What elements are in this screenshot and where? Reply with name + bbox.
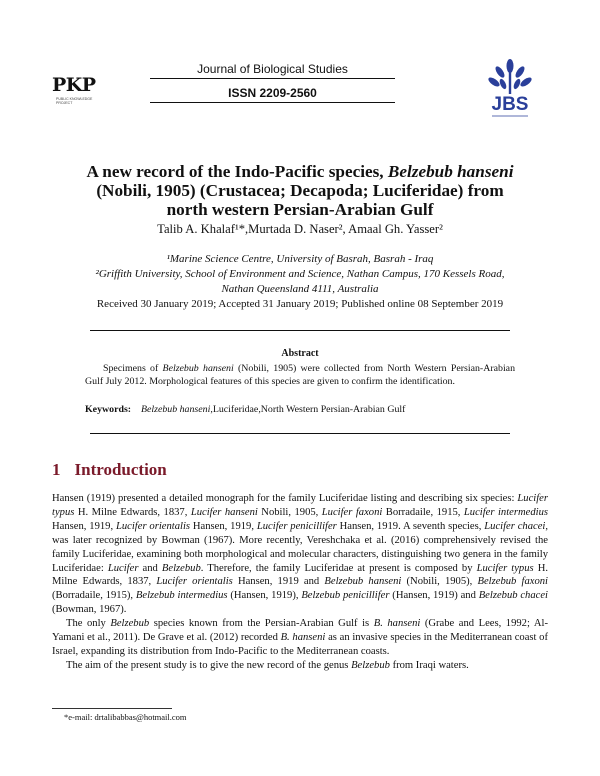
abstract-rule-top (90, 330, 510, 331)
abstract-species: Belzebub hanseni (162, 363, 234, 374)
footnote-rule (52, 708, 172, 709)
plant-icon (470, 58, 550, 128)
title-species: Belzebub hanseni (387, 162, 514, 181)
journal-logo (470, 58, 550, 128)
section-body (52, 492, 548, 673)
section-title: Introduction (74, 460, 167, 479)
footnote-email: *e-mail: drtalibabbas@hotmail.com (64, 712, 187, 722)
title-line-2: (Nobili, 1905) (Crustacea; Decapoda; Luciferidae) from (96, 181, 504, 200)
affiliations (40, 252, 560, 297)
abstract-text-rest: (Nobili, 1905) were collected from North Western Persian-Arabian Gulf July 2012. Morphological features of this species are given to confirm the identification. (85, 363, 516, 387)
paragraph-1: Hansen (1919) presented a detailed monograph for the family Luciferidae listing and describing six species: Lucifer typus H. Milne Edwards, 1837, Lucifer hanseni Nobili, 1905, Lucifer faxoni Borradaile, 1915, Lucifer intermedius Hansen, 1919, Lucifer orientalis Hansen, 1919, Lucifer penicillifer Hansen, 1919. A seventh species, Lucifer chacei, was later recognized by Bowman (1967). More recently, Vereshchaka et al. (2016) comprehensively revised the family Luciferidae, examining both morphological and molecular characters, distinguishing two genera in the family Luciferidae: Lucifer and Belzebub. Therefore, the family Luciferidae at present is composed by Lucifer typus H. Milne Edwards, 1837, Lucifer orientalis Hansen, 1919 and Belzebub hanseni (Nobili, 1905), Belzebub faxoni (Borradaile, 1915), Belzebub intermedius (Hansen, 1919), Belzebub penicillifer (Hansen, 1919) and Belzebub chacei (Bowman, 1967). (52, 493, 549, 616)
title-line-3: north western Persian-Arabian Gulf (166, 200, 434, 219)
keywords-species: Belzebub hanseni (140, 404, 211, 415)
abstract-heading: Abstract (281, 348, 319, 359)
publisher-logo-text: PKP (52, 74, 96, 96)
abstract-text-start: Specimens of (103, 363, 163, 374)
abstract-rule-bottom (90, 433, 510, 434)
abstract-text (85, 362, 515, 388)
paragraph-3: The aim of the present study is to give the new record of the genus Belzebub from Iraqi waters. (66, 659, 469, 671)
paragraph-2: The only Belzebub species known from the Persian-Arabian Gulf is B. hanseni (Grabe and Lees, 1992; Al-Yamani et al., 2011). De Grave et al. (2012) recorded B. hanseni as an invasive species in the Mediterranean coast of Israel, expanding its distribution from Indo-Pacific to the Mediterranean coasts. (52, 618, 549, 657)
publisher-logo-subtext: PUBLIC KNOWLEDGE PROJECT (56, 97, 93, 105)
keywords-label: Keywords: (85, 404, 132, 415)
affiliation-2b: Nathan Queensland 4111, Australia (221, 283, 379, 295)
title-prefix: A new record of the Indo-Pacific species, (86, 162, 388, 181)
keywords (85, 404, 515, 415)
journal-logo-text: JBS (491, 94, 529, 115)
publisher-logo (52, 74, 112, 134)
publication-dates: Received 30 January 2019; Accepted 31 January 2019; Published online 08 September 2019 (96, 298, 504, 310)
keywords-rest: ,Luciferidae,North Western Persian-Arabian Gulf (210, 404, 406, 415)
article-title (40, 162, 560, 219)
journal-issn: ISSN 2209-2560 (228, 86, 317, 100)
section-number: 1 (52, 460, 61, 479)
header-rule-bottom (150, 102, 395, 103)
section-heading (52, 460, 167, 480)
header-rule-top (150, 78, 395, 79)
affiliation-2: ²Griffith University, School of Environment and Science, Nathan Campus, 170 Kessels Road, (95, 268, 505, 280)
authors: Talib A. Khalaf¹*,Murtada D. Naser², Amaal Gh. Yasser² (157, 222, 443, 236)
journal-title: Journal of Biological Studies (197, 62, 348, 76)
affiliation-1: ¹Marine Science Centre, University of Basrah, Basrah - Iraq (166, 253, 434, 265)
